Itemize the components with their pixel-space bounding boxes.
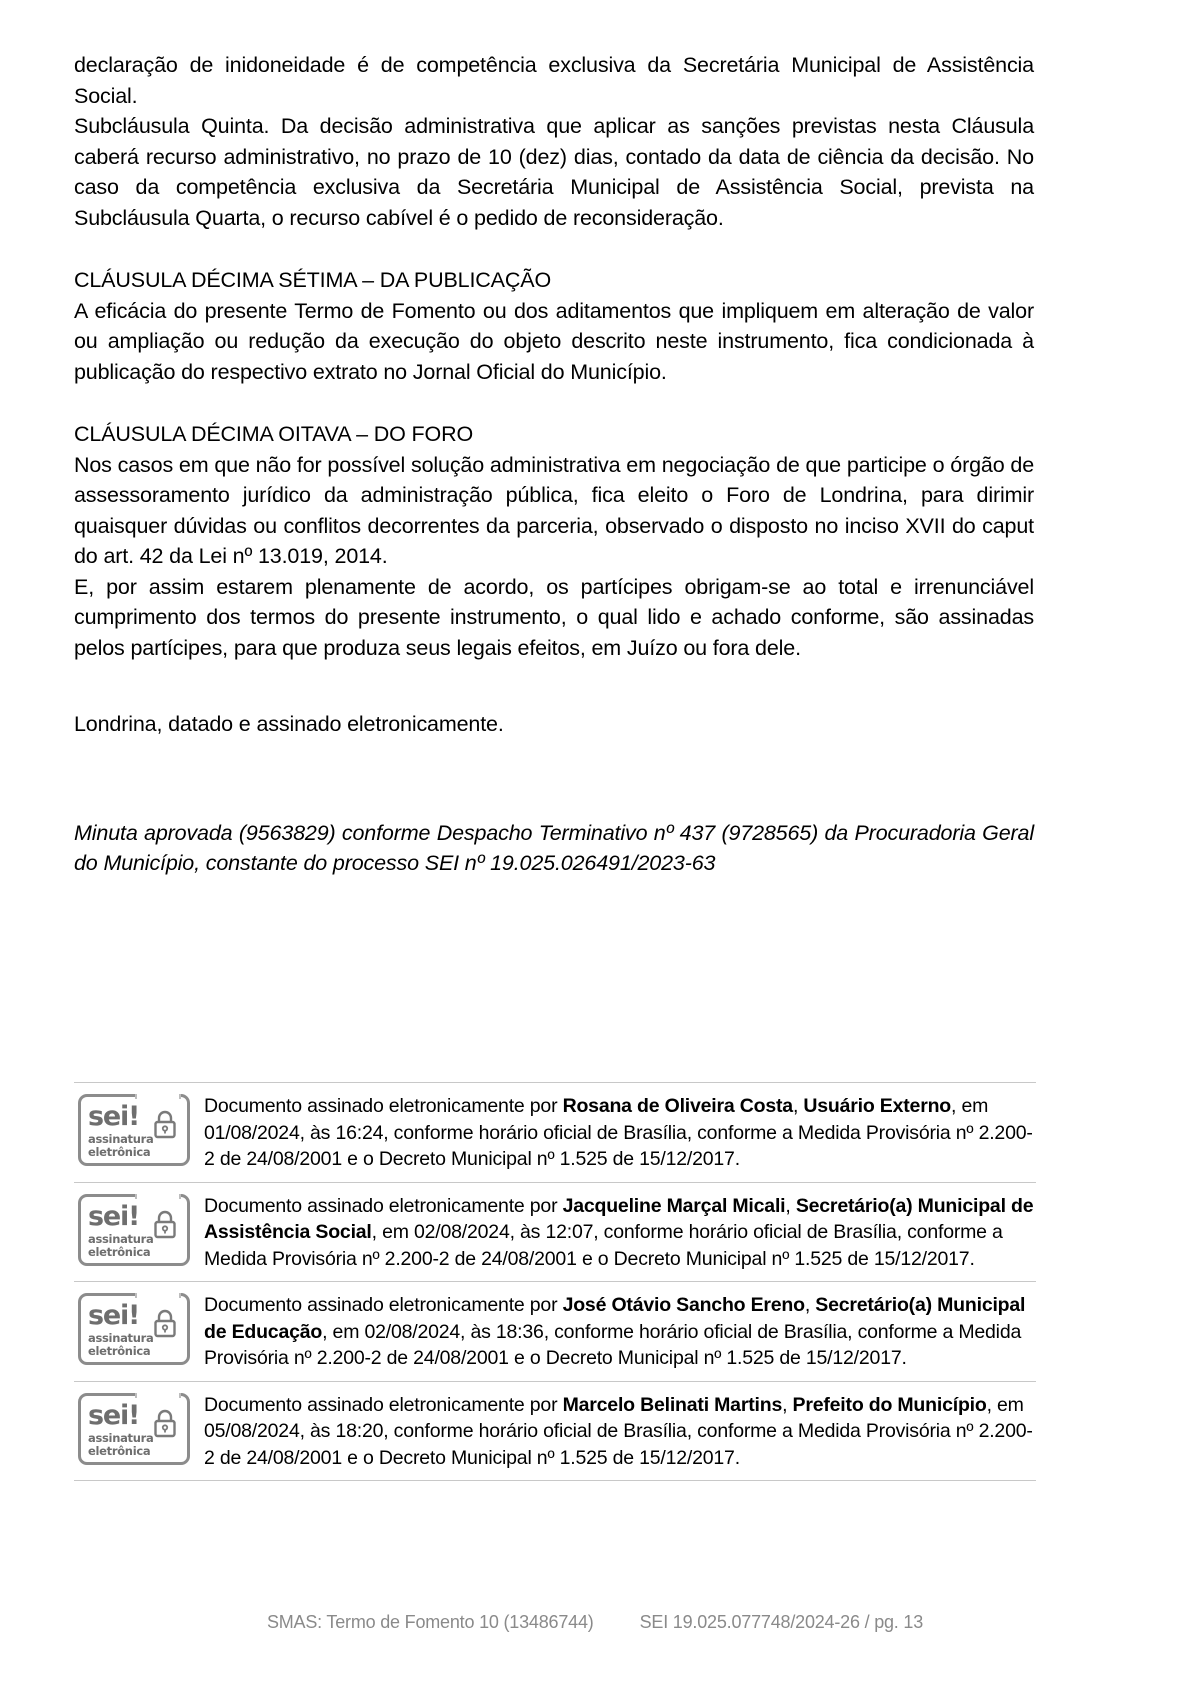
signature-block bbox=[74, 1381, 1036, 1482]
spacer bbox=[74, 233, 1034, 265]
signature-suffix: , em 02/08/2024, às 12:07, conforme horário oficial de Brasília, conforme a Medida Provisória nº 2.200-2 de 24/08/2001 e o Decreto Municipal nº 1.525 de 15/12/2017. bbox=[204, 1221, 1003, 1270]
signature-suffix: , em 02/08/2024, às 18:36, conforme horário oficial de Brasília, conforme a Medida Provisória nº 2.200-2 de 24/08/2001 e o Decreto Municipal nº 1.525 de 15/12/2017. bbox=[204, 1320, 1022, 1369]
sei-subtitle-line2: eletrônica bbox=[88, 1145, 151, 1159]
signature-text bbox=[204, 1391, 1036, 1472]
padlock-icon bbox=[152, 1109, 178, 1139]
padlock-icon bbox=[152, 1308, 178, 1338]
signature-blocks bbox=[74, 1082, 1036, 1481]
sei-wordmark: sei! bbox=[88, 1101, 140, 1132]
signature-suffix: , em 01/08/2024, às 16:24, conforme horário oficial de Brasília, conforme a Medida Provisória nº 2.200-2 de 24/08/2001 e o Decreto Municipal nº 1.525 de 15/12/2017. bbox=[204, 1095, 1033, 1170]
footer-document-reference: SMAS: Termo de Fomento 10 (13486744) bbox=[266, 1612, 594, 1632]
spacer bbox=[74, 695, 1034, 709]
signer-role: Secretário(a) Municipal de Assistência Social bbox=[204, 1194, 1034, 1243]
place-and-date-line: Londrina, datado e assinado eletronicamente. bbox=[74, 712, 504, 736]
spacer bbox=[74, 804, 1034, 818]
sei-logo bbox=[78, 1194, 190, 1266]
signer-name: Jacqueline Marçal Micali bbox=[562, 1194, 786, 1217]
logo-notch bbox=[135, 1393, 181, 1398]
signer-role: Secretário(a) Municipal de Educação bbox=[204, 1294, 1026, 1343]
sei-logo bbox=[78, 1293, 190, 1365]
logo-notch bbox=[135, 1094, 181, 1099]
padlock-icon bbox=[152, 1209, 178, 1239]
signature-separator: , bbox=[785, 1194, 796, 1217]
spacer bbox=[74, 740, 1034, 772]
signature-prefix: Documento assinado eletronicamente por bbox=[204, 1095, 563, 1117]
signature-text bbox=[204, 1092, 1036, 1173]
signature-suffix: , em 05/08/2024, às 18:20, conforme horário oficial de Brasília, conforme a Medida Provisória nº 2.200-2 de 24/08/2001 e o Decreto Municipal nº 1.525 de 15/12/2017. bbox=[204, 1393, 1033, 1469]
sei-wordmark: sei! bbox=[88, 1300, 140, 1331]
signature-separator: , bbox=[804, 1294, 816, 1316]
sei-logo bbox=[78, 1094, 190, 1166]
signature-prefix: Documento assinado eletronicamente por bbox=[204, 1393, 563, 1416]
signer-name: Marcelo Belinati Martins bbox=[562, 1393, 783, 1416]
heading-clausula-decima-setima: CLÁUSULA DÉCIMA SÉTIMA – DA PUBLICAÇÃO bbox=[74, 268, 552, 292]
spacer bbox=[74, 663, 1034, 695]
sei-subtitle-line1: assinatura bbox=[88, 1231, 154, 1246]
spacer bbox=[74, 387, 1034, 419]
paragraph-clausula-decima-oitava-acordo: E, por assim estarem plenamente de acordo, os partícipes obrigam-se ao total e irrenunciável cumprimento dos termos do presente instrumento, o qual lido e achado conforme, são assinadas pelos partícipes, para que produza seus legais efeitos, em Juízo ou fora dele. bbox=[74, 574, 1034, 660]
signature-prefix: Documento assinado eletronicamente por bbox=[204, 1194, 563, 1217]
page-footer bbox=[0, 1612, 1190, 1633]
approval-note: Minuta aprovada (9563829) conforme Despacho Terminativo nº 437 (9728565) da Procuradoria Geral do Município, constante do processo SEI nº 19.025.026491/2023-63 bbox=[74, 820, 1034, 875]
sei-subtitle-line1: assinatura bbox=[88, 1430, 154, 1445]
signer-role: Prefeito do Município bbox=[792, 1393, 987, 1416]
signature-text bbox=[204, 1291, 1036, 1372]
document-body bbox=[74, 50, 1034, 879]
signer-role: Usuário Externo bbox=[803, 1095, 952, 1117]
signature-separator: , bbox=[782, 1393, 793, 1416]
signature-block bbox=[74, 1281, 1036, 1381]
signature-block bbox=[74, 1182, 1036, 1282]
signature-prefix: Documento assinado eletronicamente por bbox=[204, 1294, 563, 1316]
sei-wordmark: sei! bbox=[88, 1399, 140, 1431]
signer-name: Rosana de Oliveira Costa bbox=[562, 1095, 793, 1117]
logo-notch bbox=[135, 1293, 181, 1298]
footer-sei-reference: SEI 19.025.077748/2024-26 / pg. 13 bbox=[639, 1612, 924, 1632]
padlock-icon bbox=[152, 1408, 178, 1438]
spacer bbox=[74, 772, 1034, 804]
sei-subtitle-line2: eletrônica bbox=[88, 1244, 151, 1259]
heading-clausula-decima-oitava: CLÁUSULA DÉCIMA OITAVA – DO FORO bbox=[74, 422, 474, 446]
paragraph-clausula-decima-setima: A eficácia do presente Termo de Fomento ou dos aditamentos que impliquem em alteração de valor ou ampliação ou redução da execução do objeto descrito neste instrumento, fica condicionada à publicação do respectivo extrato no Jornal Oficial do Município. bbox=[74, 298, 1034, 384]
sei-wordmark: sei! bbox=[88, 1200, 140, 1232]
sei-subtitle-line1: assinatura bbox=[88, 1331, 154, 1345]
signature-separator: , bbox=[792, 1095, 804, 1117]
logo-notch bbox=[135, 1194, 181, 1199]
sei-logo bbox=[78, 1393, 190, 1465]
signer-name: José Otávio Sancho Ereno bbox=[562, 1294, 805, 1316]
paragraph-clausula-decima-oitava-foro: Nos casos em que não for possível solução administrativa em negociação de que participe o órgão de assessoramento jurídico da administração pública, fica eleito o Foro de Londrina, para dirimir quaisquer dúvidas ou conflitos decorrentes da parceria, observado o disposto no inciso XVII do caput do art. 42 da Lei nº 13.019, 2014. bbox=[74, 452, 1034, 568]
signature-block bbox=[74, 1082, 1036, 1182]
signature-text bbox=[204, 1192, 1036, 1273]
paragraph-subclausula-quinta: Subcláusula Quinta. Da decisão administrativa que aplicar as sanções previstas nesta Cláusula caberá recurso administrativo, no prazo de 10 (dez) dias, contado da data de ciência da decisão. No caso da competência exclusiva da Secretária Municipal de Assistência Social, prevista na Subcláusula Quarta, o recurso cabível é o pedido de reconsideração. bbox=[74, 114, 1034, 230]
sei-subtitle-line1: assinatura bbox=[88, 1132, 154, 1146]
sei-subtitle-line2: eletrônica bbox=[88, 1443, 151, 1458]
paragraph-continuation: declaração de inidoneidade é de competência exclusiva da Secretária Municipal de Assistência Social. bbox=[74, 53, 1034, 108]
sei-subtitle-line2: eletrônica bbox=[88, 1344, 151, 1358]
